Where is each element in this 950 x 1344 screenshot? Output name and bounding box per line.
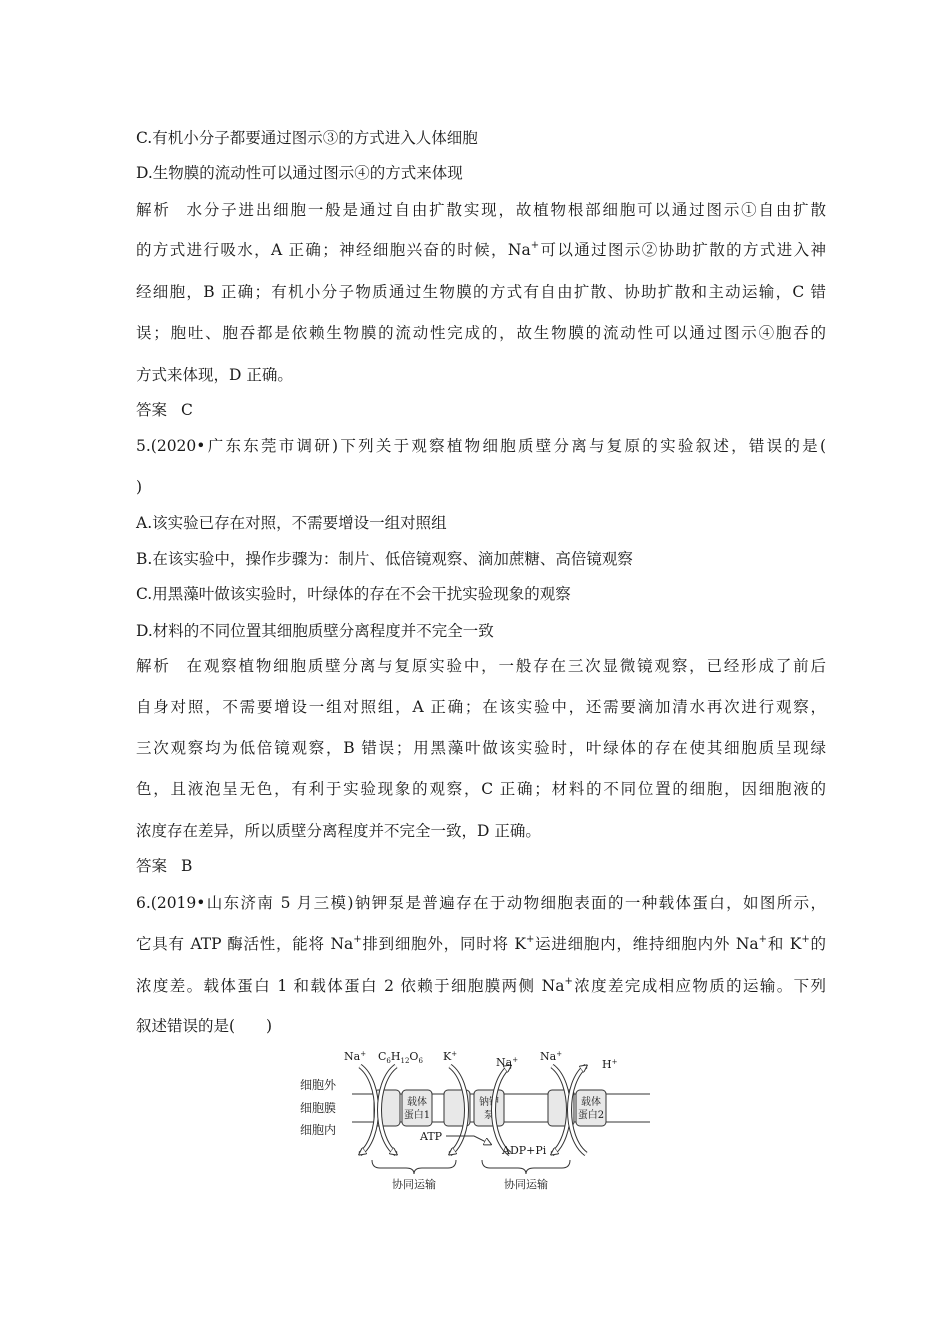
atp-label: ATP xyxy=(420,1130,443,1143)
q4-option-d: D.生物膜的流动性可以通过图示④的方式来体现 xyxy=(136,164,463,182)
stem-text: 运进细胞内，维持细胞内外 Na xyxy=(534,935,759,953)
atp-arrow xyxy=(446,1136,490,1144)
analysis-text: 水分子进出细胞一般是通过自由扩散实现，故植物根部细胞可以通过图示①自由扩散 xyxy=(184,201,826,219)
analysis-label: 解析 xyxy=(136,657,171,675)
q5-option-a: A.该实验已存在对照，不需要增设一组对照组 xyxy=(136,514,447,532)
ion-k: K+ xyxy=(443,1050,458,1063)
q5-option-c: C.用黑藻叶做该实验时，叶绿体的存在不会干扰实验现象的观察 xyxy=(136,585,571,603)
q5-analysis-line-1 xyxy=(136,656,826,676)
label-outside: 细胞外 xyxy=(300,1078,337,1092)
q6-stem-line-2 xyxy=(136,934,826,954)
q4-analysis-line-3: 经细胞，B 正确；有机小分子物质通过生物膜的方式有自由扩散、协助扩散和主动运输，C 错 xyxy=(136,283,826,301)
stem-text: 排到细胞外，同时将 K xyxy=(361,935,526,953)
carrier-2-label: 蛋白2 xyxy=(577,1110,605,1121)
q4-answer xyxy=(136,400,826,420)
stem-text: 的 xyxy=(809,935,826,953)
answer-label: 答案 xyxy=(136,857,168,875)
q5-option-b: B.在该实验中，操作步骤为：制片、低倍镜观察、滴加蔗糖、高倍镜观察 xyxy=(136,550,633,568)
q6-stem-line-1: 6.(2019•山东济南 5 月三模)钠钾泵是普遍存在于动物细胞表面的一种载体蛋白，如图所示， xyxy=(136,894,826,912)
q5-analysis-line-5: 浓度存在差异，所以质壁分离程度并不完全一致，D 正确。 xyxy=(136,822,541,840)
label-membrane: 细胞膜 xyxy=(300,1101,337,1115)
stem-text: 和 K xyxy=(767,935,802,953)
cotransport-label-1: 协同运输 xyxy=(392,1178,436,1191)
superscript-plus: + xyxy=(564,975,573,987)
analysis-text: 在观察植物细胞质壁分离与复原实验中，一般存在三次显微镜观察，已经形成了前后 xyxy=(184,657,826,675)
carrier-1-label: 载体 xyxy=(407,1097,427,1108)
q4-analysis-line-1 xyxy=(136,200,826,220)
adp-label: ADP+Pi xyxy=(502,1144,547,1157)
q6-stem-line-4: 叙述错误的是( ) xyxy=(136,1017,273,1035)
answer-value: B xyxy=(181,857,193,875)
answer-label: 答案 xyxy=(136,401,168,419)
analysis-text: 的方式进行吸水，A 正确；神经细胞兴奋的时候，Na xyxy=(136,241,531,259)
q5-stem-line-2: ) xyxy=(136,478,143,496)
q4-analysis-line-2 xyxy=(136,240,826,260)
superscript-plus: + xyxy=(530,239,540,251)
q5-option-d: D.材料的不同位置其细胞质壁分离程度并不完全一致 xyxy=(136,622,494,640)
stem-text: 浓度差完成相应物质的运输。下列 xyxy=(572,977,826,995)
carrier-2-label: 载体 xyxy=(581,1097,601,1108)
label-inside: 细胞内 xyxy=(300,1123,337,1137)
ion-h: H+ xyxy=(602,1058,618,1071)
superscript-plus: + xyxy=(353,933,362,945)
q5-analysis-line-4: 色，且液泡呈无色，有利于实验现象的观察，C 正确；材料的不同位置的细胞，因细胞液的 xyxy=(136,780,826,798)
answer-value: C xyxy=(181,401,193,419)
membrane-transport-diagram xyxy=(298,1048,658,1196)
stem-text: 它具有 ATP 酶活性，能将 Na xyxy=(136,935,354,953)
superscript-plus: + xyxy=(801,933,810,945)
pump-label: 泵 xyxy=(484,1110,494,1121)
q4-analysis-line-4: 误；胞吐、胞吞都是依赖生物膜的流动性完成的，故生物膜的流动性可以通过图示④胞吞的 xyxy=(136,324,826,342)
q4-analysis-line-5: 方式来体现，D 正确。 xyxy=(136,366,293,384)
q4-option-c: C.有机小分子都要通过图示③的方式进入人体细胞 xyxy=(136,129,478,147)
q5-answer xyxy=(136,856,826,876)
glucose-label: $C_6H_{12}O_6$ xyxy=(378,1050,423,1065)
ion-na-3: Na+ xyxy=(540,1050,563,1063)
q5-stem-line-1: 5.(2020•广东东莞市调研)下列关于观察植物细胞质壁分离与复原的实验叙述，错误的是( xyxy=(136,437,826,455)
carrier-1-label: 蛋白1 xyxy=(403,1110,431,1121)
superscript-plus: + xyxy=(758,933,768,945)
q5-analysis-line-2: 自身对照，不需要增设一组对照组，A 正确；在该实验中，还需要滴加清水再次进行观察， xyxy=(136,698,826,716)
ion-na-2: Na+ xyxy=(496,1056,519,1069)
q5-analysis-line-3: 三次观察均为低倍镜观察，B 错误；用黑藻叶做该实验时，叶绿体的存在使其细胞质呈现绿 xyxy=(136,739,826,757)
pump-label: 钠钾 xyxy=(479,1097,499,1108)
brace-cotransport-2 xyxy=(482,1160,570,1174)
stem-text: 浓度差。载体蛋白 1 和载体蛋白 2 依赖于细胞膜两侧 Na xyxy=(136,977,565,995)
q6-stem-line-3 xyxy=(136,976,826,996)
analysis-text: 可以通过图示②协助扩散的方式进入神 xyxy=(539,241,826,259)
brace-cotransport-1 xyxy=(372,1160,456,1174)
cotransport-label-2: 协同运输 xyxy=(504,1178,548,1191)
arrow-na-in xyxy=(360,1066,377,1154)
superscript-plus: + xyxy=(525,933,535,945)
analysis-label: 解析 xyxy=(136,201,171,219)
ion-na-1: Na+ xyxy=(344,1050,367,1063)
